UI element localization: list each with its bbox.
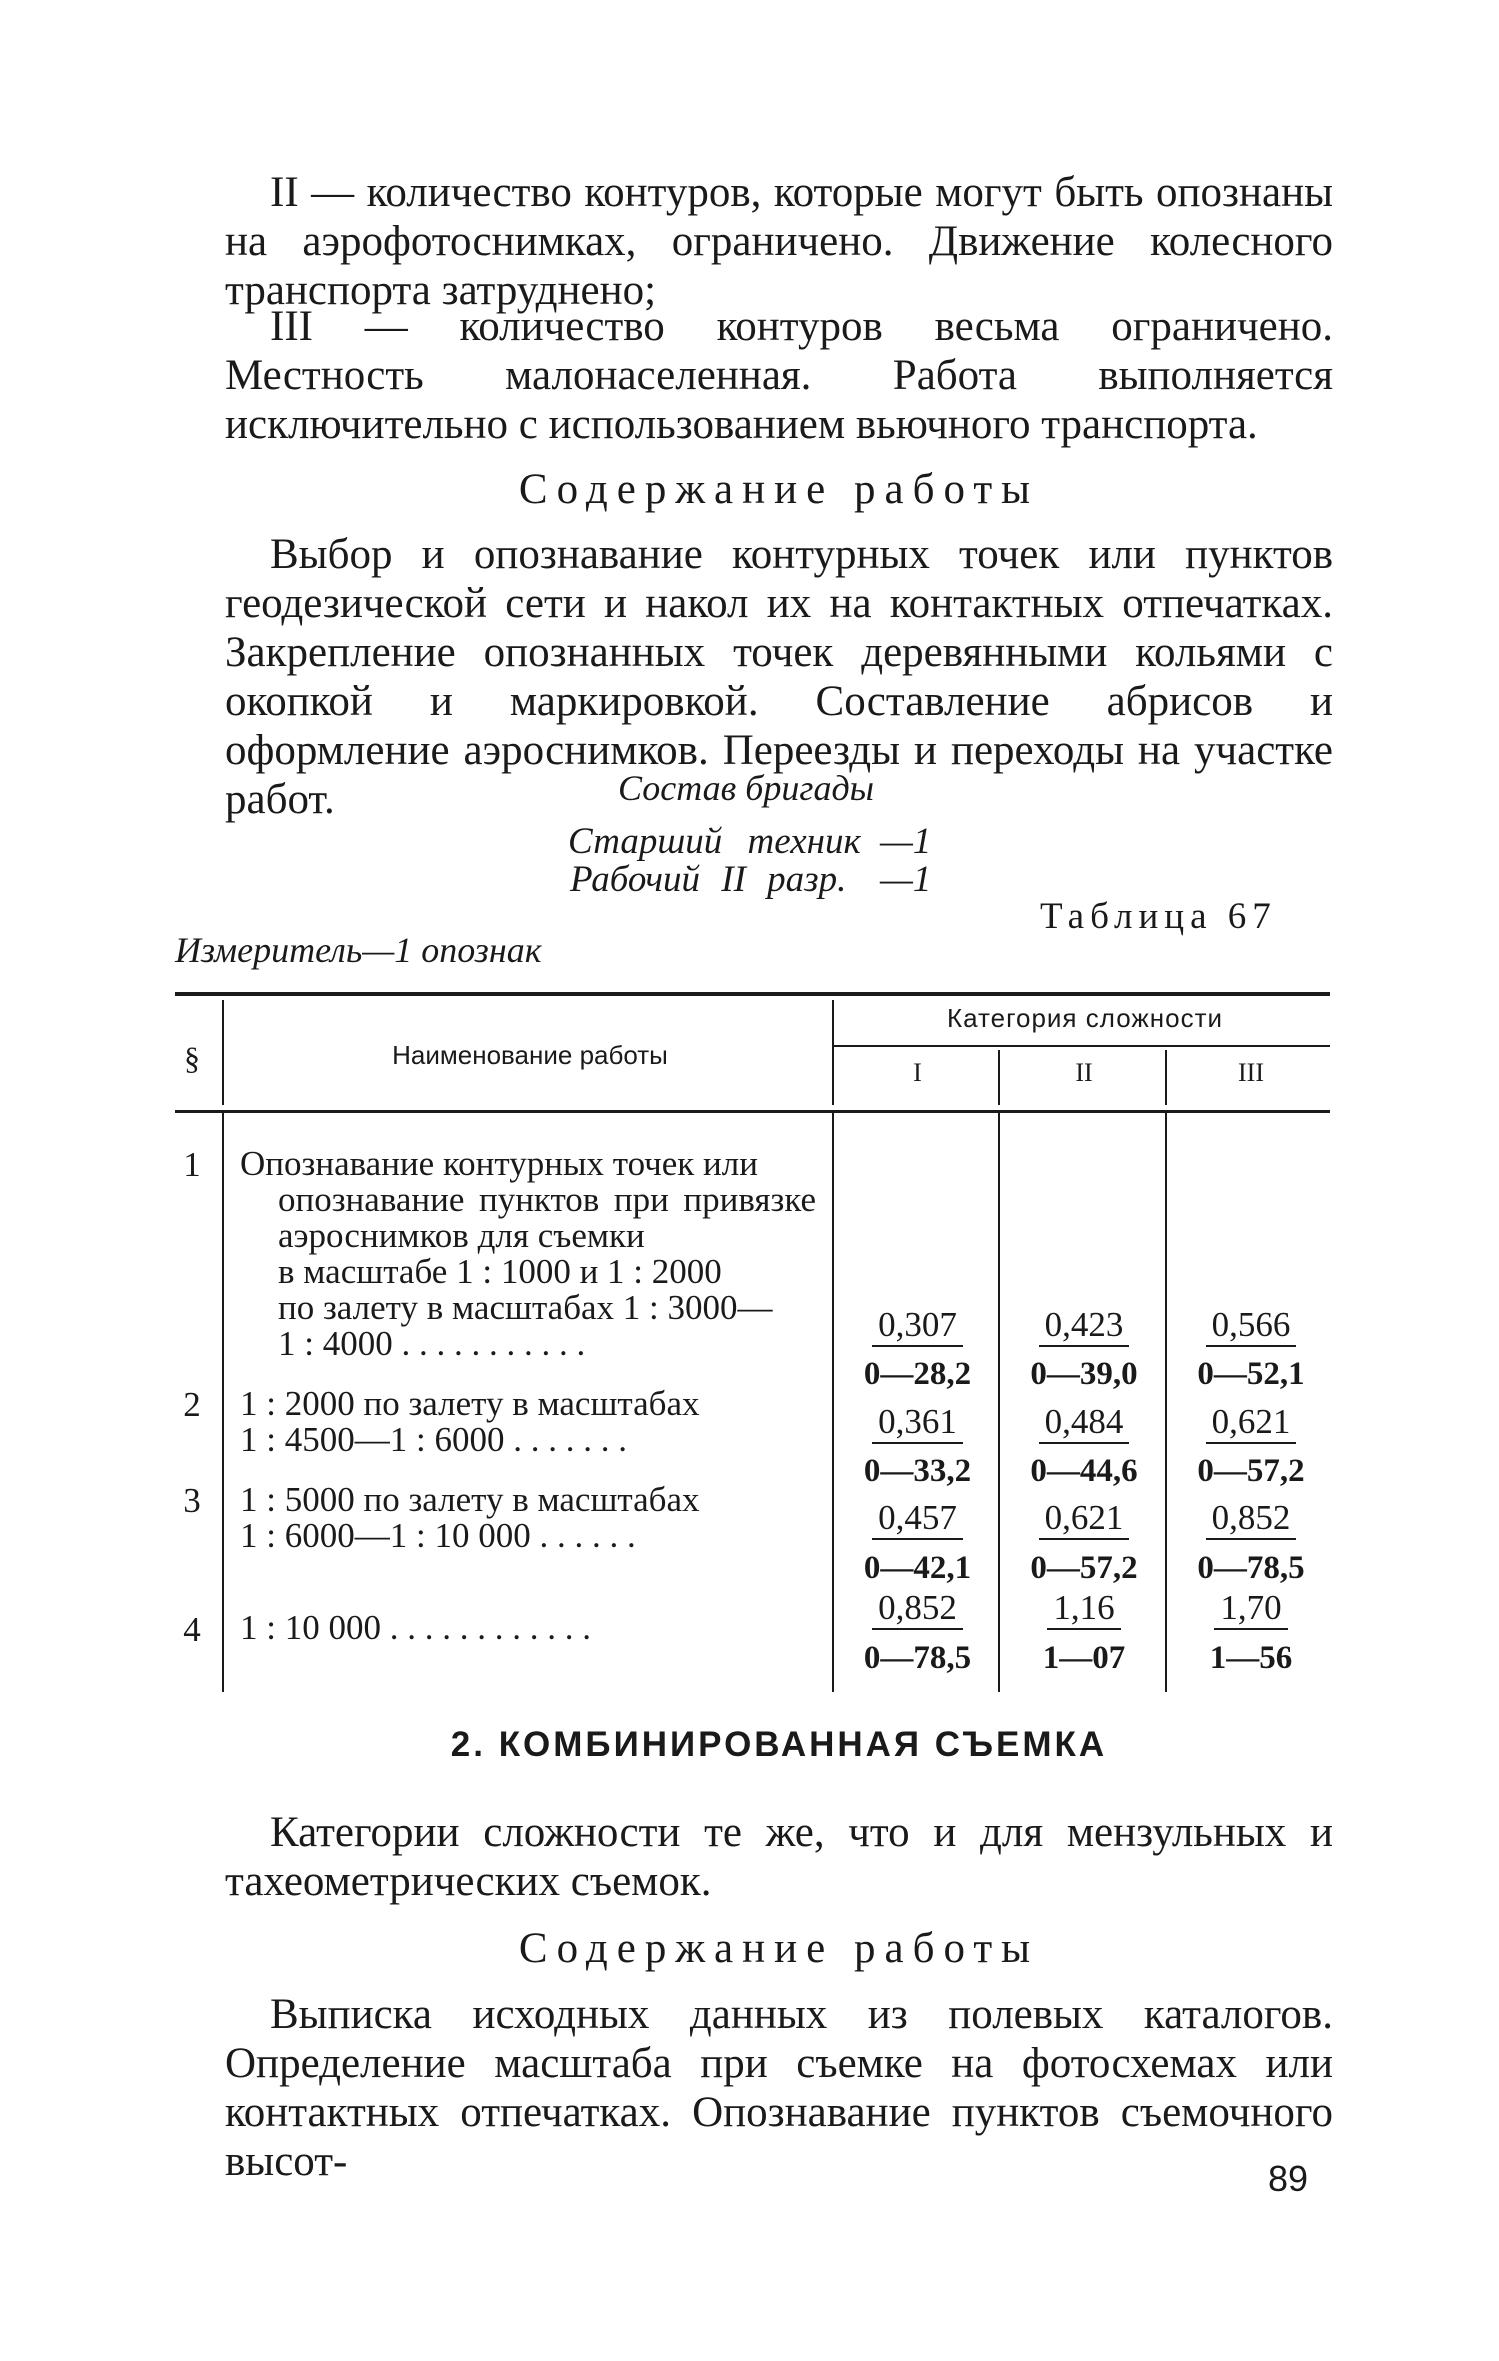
row-1-code-cat-III: 0—52,1 [1197,1356,1305,1392]
row-2-name-line-2: 1 : 4500—1 : 6000 . . . . . . . [240,1420,627,1459]
row-4-code-cat-I: 0—78,5 [863,1640,972,1676]
table-header-category-group: Категория сложности [946,1003,1224,1033]
row-2-code-cat-III: 0—57,2 [1197,1453,1305,1489]
paragraph-work-content-2: Выписка исходных данных из полевых каталогов. Определение масштаба при съемке на фотосхемах или контактных отпечатках. Опознавание пунктов съемочного высот- [225,1991,1333,2185]
table-vline-3 [998,1050,1000,1105]
row-4-value-cat-I: 0,852 [840,1588,995,1630]
row-4-value-cat-II: 1,16 [1005,1588,1163,1630]
brigade-count-1: —1 [880,821,932,862]
paragraph-category-III: III — количество контуров весьма ограничено. Местность малонаселенная. Работа выполняется исключительно с использованием вьючного транспорта. [225,303,1333,448]
row-2-value-cat-II: 0,484 [1005,1402,1163,1444]
row-1-value-cat-III: 0,566 [1172,1305,1330,1347]
row-4-name-line-1: 1 : 10 000 . . . . . . . . . . . . [240,1608,591,1647]
row-3-value-cat-I: 0,457 [840,1498,995,1540]
table-vline-4 [1165,1050,1167,1105]
row-3-code-cat-III: 0—78,5 [1197,1550,1305,1586]
brigade-role-1: Старший техник [568,821,861,862]
row-2-code-cat-II: 0—44,6 [1030,1453,1138,1489]
row-3-value-cat-II: 0,621 [1005,1498,1163,1540]
row-1-name-line-3: в масштабе 1 : 1000 и 1 : 2000 [278,1252,722,1291]
table-header-category-II: II [1075,1058,1093,1087]
row-2-num: 2 [183,1385,201,1424]
row-2-value-cat-I: 0,361 [840,1402,995,1444]
table-header-num: § [184,1040,200,1076]
row-3-name-line-2: 1 : 6000—1 : 10 000 . . . . . . [240,1516,636,1555]
brigade-title: Состав бригады [618,768,875,808]
row-1-name [240,1146,816,1362]
page-number: 89 [1268,2158,1309,2199]
row-4-code-cat-III: 1—56 [1209,1640,1293,1676]
row-3-num: 3 [183,1481,201,1520]
row-3-value-cat-III: 0,852 [1172,1498,1330,1540]
row-2-code-cat-I: 0—33,2 [863,1453,972,1489]
table-caption: Таблица 67 [1040,896,1277,937]
row-2-name-line-1: 1 : 2000 по залету в масштабах [240,1384,700,1423]
table-header-rule [175,1110,1330,1113]
section-heading-work-content: Содержание работы [518,466,1040,513]
table-vline-2 [832,1000,834,1105]
row-1-value-cat-II: 0,423 [1005,1305,1163,1347]
brigade-count-2: —1 [880,859,932,900]
row-4-code-cat-II: 1—07 [1042,1640,1126,1676]
row-4-name [240,1610,816,1646]
table-group-rule [832,1045,1330,1047]
brigade-role-2: Рабочий II разр. [570,859,847,900]
row-1-code-cat-I: 0—28,2 [863,1356,972,1392]
row-1-name-line-2: опознавание пунктов при привязке аэроснимков для съемки [278,1180,816,1255]
paragraph-work-content: Выбор и опознавание контурных точек или пунктов геодезической сети и накол их на контактных отпечатках. Закрепление опознанных точек деревянными кольями с окопкой и маркировкой. Составление абрисов и оформление аэроснимков. Переезды и переходы на участке работ. [225,531,1333,823]
section-heading-work-content-2: Содержание работы [518,1925,1040,1972]
row-1-name-line-4: по залету в масштабах 1 : 3000— [278,1288,773,1327]
table-vline-1-body [222,1112,224,1692]
paragraph-complexity-categories: Категории сложности те же, что и для мензульных и тахеометрических съемок. [225,1809,1333,1905]
row-1-name-line-1: Опознавание контурных точек или [240,1144,758,1183]
row-1-num: 1 [183,1145,201,1184]
measure-unit: Измеритель—1 опознак [175,930,542,970]
row-3-code-cat-I: 0—42,1 [863,1550,972,1586]
table-top-rule [175,992,1330,996]
table-header-category-III: III [1238,1058,1264,1087]
row-1-name-line-5: 1 : 4000 . . . . . . . . . . . [278,1324,586,1363]
row-1-value-cat-I: 0,307 [840,1305,995,1347]
row-2-name [240,1386,816,1458]
table-vline-3-body [998,1112,1000,1692]
row-4-value-cat-III: 1,70 [1172,1588,1330,1630]
row-2-value-cat-III: 0,621 [1172,1402,1330,1444]
table-vline-1 [222,1000,224,1105]
table-header-name: Наименование работы [392,1040,668,1070]
table-vline-4-body [1165,1112,1167,1692]
row-3-code-cat-II: 0—57,2 [1030,1550,1138,1586]
paragraph-category-II: II — количество контуров, которые могут быть опознаны на аэрофотоснимках, ограничено. Движение колесного транспорта затруднено; [225,169,1333,314]
table-header-category-I: I [913,1058,922,1087]
row-1-code-cat-II: 0—39,0 [1030,1356,1138,1392]
section-title-combined-survey: 2. КОМБИНИРОВАННАЯ СЪЕМКА [450,1725,1108,1764]
row-3-name [240,1482,816,1554]
table-vline-2-body [832,1112,834,1692]
row-3-name-line-1: 1 : 5000 по залету в масштабах [240,1480,700,1519]
row-4-num: 4 [183,1610,201,1649]
